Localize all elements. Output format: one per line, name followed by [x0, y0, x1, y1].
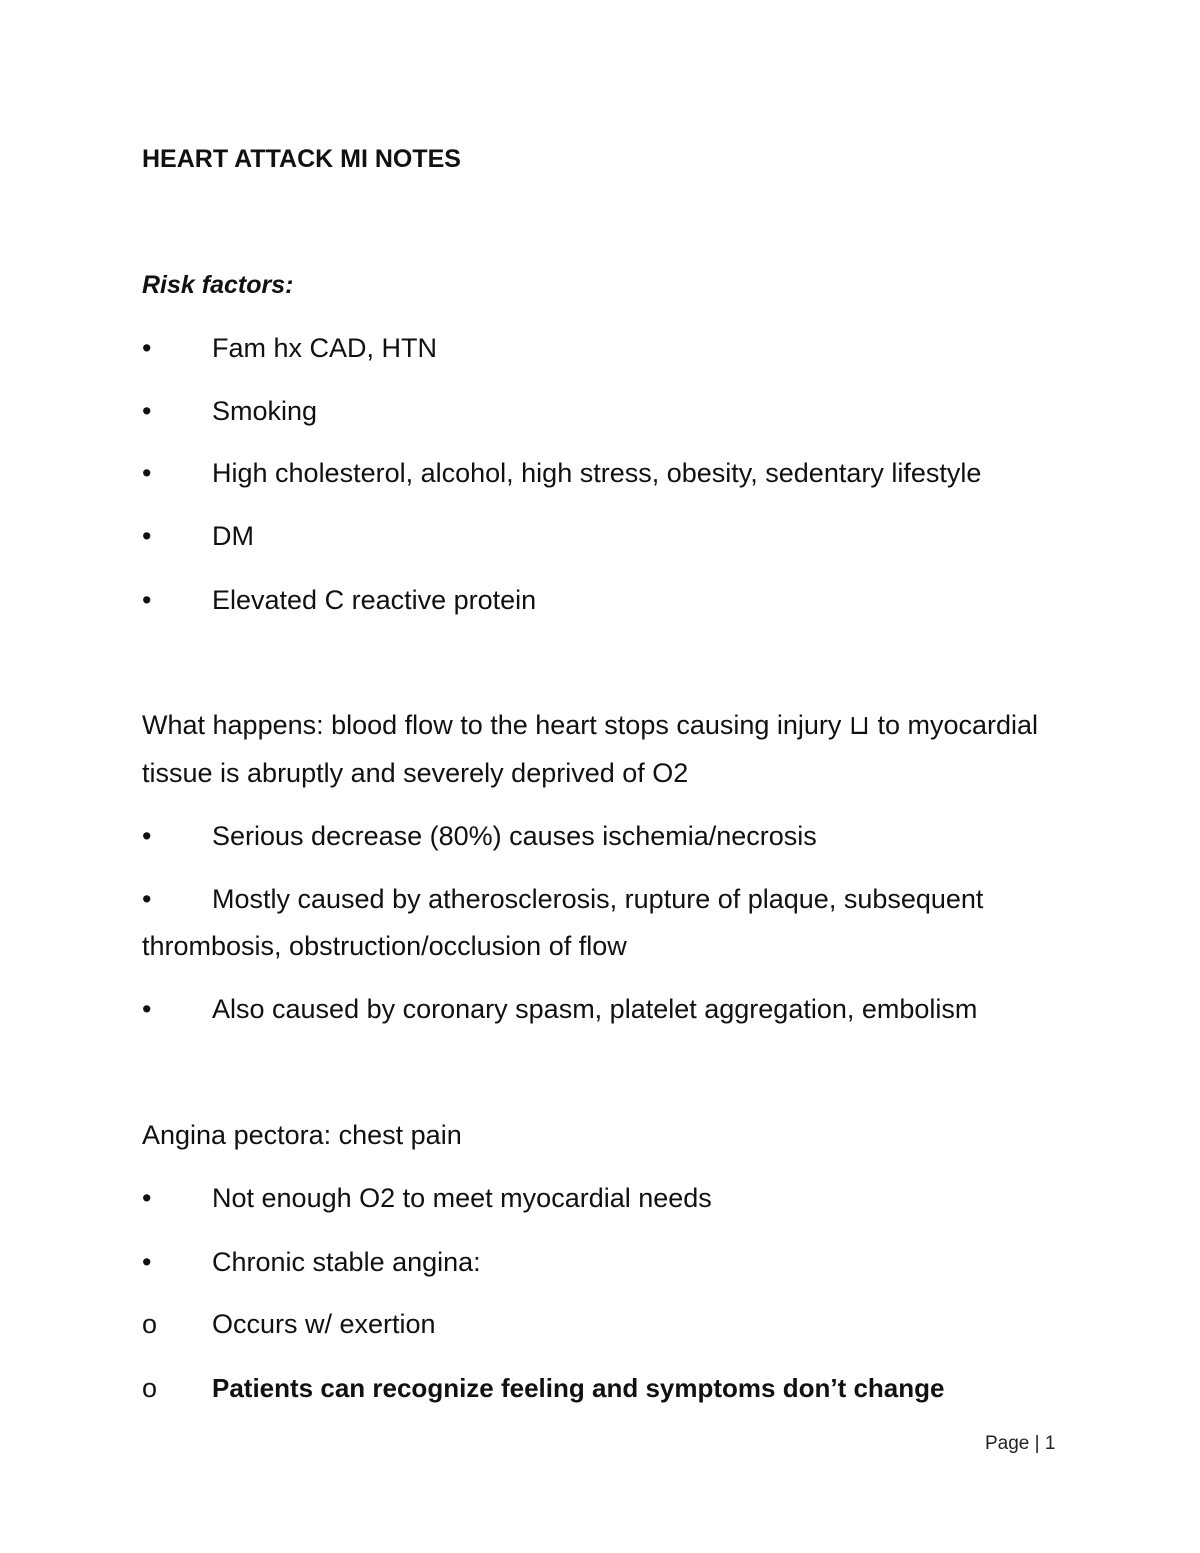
list-item-text: Also caused by coronary spasm, platelet aggregation, embolism — [212, 994, 978, 1024]
list-item-text: Serious decrease (80%) causes ischemia/necrosis — [212, 821, 817, 851]
page-number: Page | 1 — [985, 1433, 1056, 1454]
risk-factors-heading: Risk factors: — [142, 271, 294, 299]
bullet-icon: • — [142, 585, 152, 615]
list-item-text: High cholesterol, alcohol, high stress, obesity, sedentary lifestyle — [212, 458, 982, 488]
what-happens-line-2: tissue is abruptly and severely deprived of O2 — [142, 758, 689, 788]
sub-bullet-icon: o — [142, 1309, 158, 1339]
bullet-icon: • — [142, 1183, 152, 1213]
list-item-text: Elevated C reactive protein — [212, 585, 537, 615]
list-item-text: Mostly caused by atherosclerosis, rupture of plaque, subsequent — [212, 884, 984, 914]
bullet-icon: • — [142, 884, 152, 914]
bullet-icon: • — [142, 994, 152, 1024]
bullet-icon: • — [142, 1247, 152, 1277]
bullet-icon: • — [142, 396, 152, 426]
sub-bullet-icon: o — [142, 1373, 158, 1403]
list-item-text: DM — [212, 521, 254, 551]
what-happens-line-1: What happens: blood flow to the heart stops causing injury ⊔ to myocardial — [142, 710, 1039, 740]
list-item-text: Chronic stable angina: — [212, 1247, 481, 1277]
sub-list-item-text: Patients can recognize feeling and symptoms don’t change — [212, 1373, 945, 1403]
bullet-icon: • — [142, 333, 152, 363]
list-item-continuation: thrombosis, obstruction/occlusion of flow — [142, 931, 627, 961]
bullet-icon: • — [142, 458, 152, 488]
bullet-icon: • — [142, 521, 152, 551]
document-title: HEART ATTACK MI NOTES — [142, 145, 461, 173]
list-item-text: Not enough O2 to meet myocardial needs — [212, 1183, 712, 1213]
list-item-text: Fam hx CAD, HTN — [212, 333, 438, 363]
list-item-text: Smoking — [212, 396, 318, 426]
sub-list-item-text: Occurs w/ exertion — [212, 1309, 436, 1339]
bullet-icon: • — [142, 821, 152, 851]
angina-heading: Angina pectora: chest pain — [142, 1120, 462, 1150]
